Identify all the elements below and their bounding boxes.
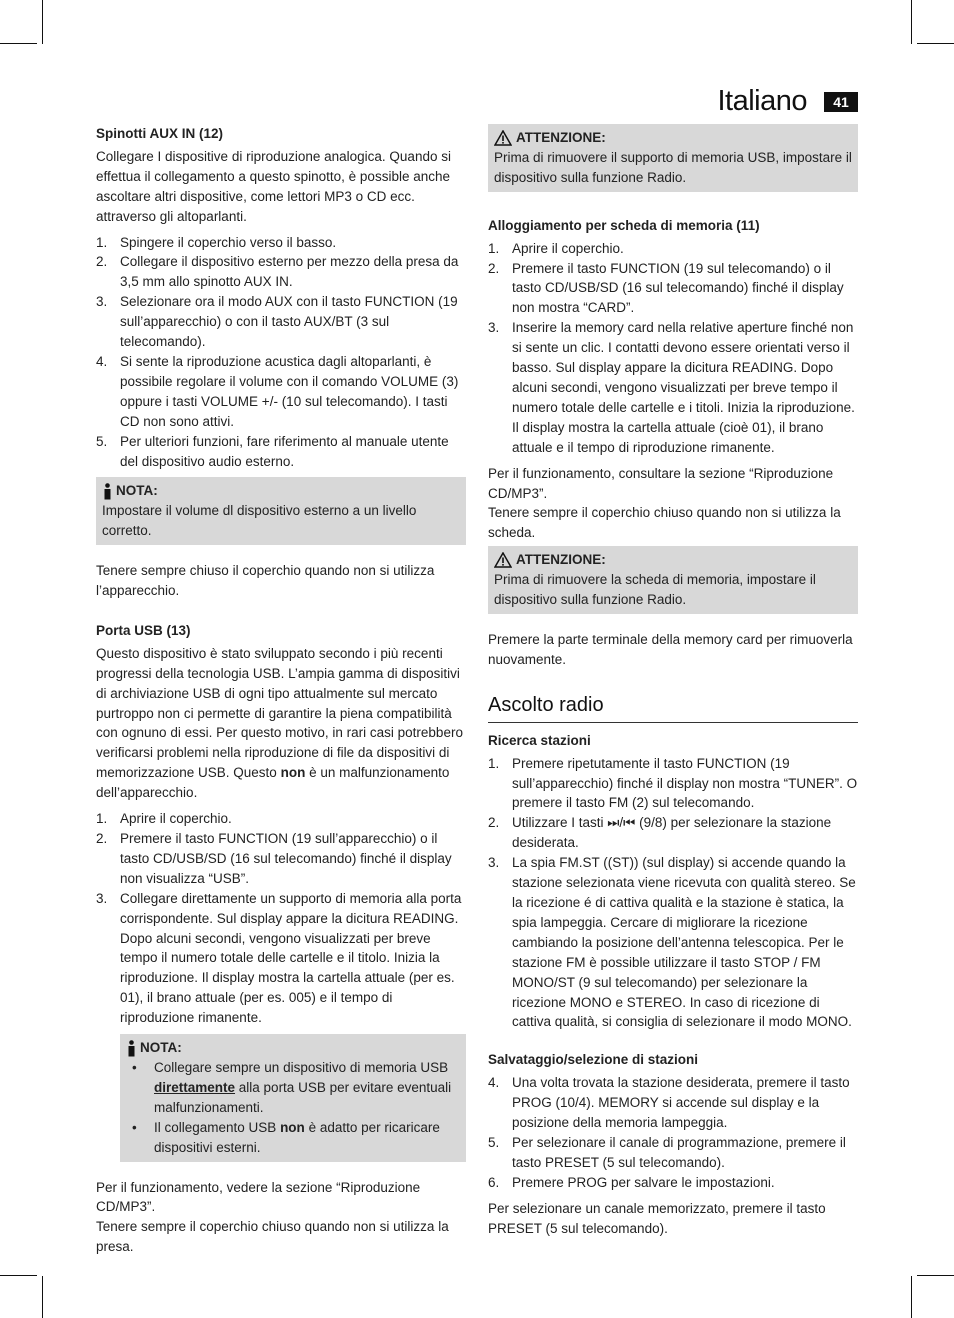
list-number: 1. <box>96 234 108 250</box>
list-text: Spingere il coperchio verso il basso. <box>120 234 337 250</box>
list-text: Per ulteriori funzioni, fare riferimento al manuale utente del dispositivo audio esterno. <box>120 433 449 469</box>
list-item <box>126 1058 460 1118</box>
note-box <box>120 1034 466 1161</box>
usb-heading: Porta USB (13) <box>96 622 191 638</box>
list-number: 1. <box>488 755 500 771</box>
card-closing: Premere la parte terminale della memory card per rimuoverla nuovamente. <box>488 631 853 667</box>
list-item <box>488 813 858 853</box>
list-number: 2. <box>96 831 108 846</box>
aux-heading: Spinotti AUX IN (12) <box>96 126 223 141</box>
list-text: Premere il tasto FUNCTION (19 sul telecomando) o il tasto CD/USB/SD (16 sul telecomando) finché il display non mostra “CARD”. <box>512 260 844 316</box>
list-number: 3. <box>488 855 500 871</box>
save-heading: Salvataggio/selezione di stazioni <box>488 1052 699 1068</box>
warning-icon <box>494 552 512 568</box>
note-title <box>126 1038 460 1058</box>
list-number: 4. <box>488 1075 500 1091</box>
list-text: Aprire il coperchio. <box>512 240 624 256</box>
list-item <box>96 432 466 472</box>
crop-mark <box>917 1275 954 1276</box>
usb-closing-2: Tenere sempre il coperchio chiuso quando non si utilizza la presa. <box>96 1219 449 1255</box>
usb-intro-bold: non <box>280 765 306 781</box>
usb-intro-a: Questo dispositivo è stato sviluppato secondo i più recenti progressi della tecnologia USB. L’ampia gamma di dispositivi di archiviazione USB di ogni tipo attualmente sul mercato purtroppo non ci permette di garantire la piena compatibilità con ognuno di essi. Per questo motivo, in rari casi potrebbero verificarsi problemi nella riproduzione di file da dispositivi di memorizzazione USB. Questo <box>96 645 463 781</box>
crop-mark <box>917 43 954 44</box>
list-number: 3. <box>96 890 108 906</box>
list-item <box>488 1133 858 1173</box>
list-number: 4. <box>96 353 108 369</box>
warning-box <box>488 546 858 614</box>
list-text: Premere ripetutamente il tasto FUNCTION (19 sull’apparecchio) finché il display non mostra “TUNER”. O premere il tasto FM (2) sul telecomando. <box>512 755 858 811</box>
warning-title-text: ATTENZIONE: <box>516 130 606 145</box>
bullet: • <box>132 1059 137 1075</box>
list-item <box>96 292 466 352</box>
list-item <box>488 853 858 1032</box>
list-text: Per selezionare il canale di programmazione, premere il tasto PRESET (5 sul telecomando). <box>512 1134 846 1170</box>
crop-mark <box>0 43 37 44</box>
page-title: Italiano <box>717 85 807 117</box>
info-icon <box>102 483 113 500</box>
bullet: • <box>132 1119 137 1135</box>
search-heading: Ricerca stazioni <box>488 732 591 748</box>
radio-heading: Ascolto radio <box>488 693 604 716</box>
card-after-1: Per il funzionamento, consultare la sezione “Riproduzione CD/MP3”. <box>488 465 834 501</box>
list-item <box>96 829 466 889</box>
list-item <box>96 233 466 253</box>
list-text: Selezionare ora il modo AUX con il tasto FUNCTION (19 sull’apparecchio) o con il tasto AUX/BT (3 sul telecomando). <box>120 294 458 350</box>
list-item <box>126 1118 460 1158</box>
list-item <box>96 809 466 829</box>
bullet-a: Collegare sempre un dispositivo di memoria USB <box>154 1059 449 1075</box>
list-item <box>488 318 858 457</box>
crop-mark <box>911 1276 912 1318</box>
page-number: 41 <box>824 92 858 112</box>
aux-intro: Collegare I dispositive di riproduzione analogica. Quando si effettua il collegamento a questo spinotto, è possible anche ascoltare altri dispositive, come lettori MP3 o CD ecc. attraverso gli altoparlanti. <box>96 148 451 224</box>
bullet-b: alla porta USB per evitare eventuali malfunzionamenti. <box>154 1079 452 1115</box>
right-column <box>488 124 858 1239</box>
warning-text: Prima di rimuovere la scheda di memoria, impostare il dispositivo sulla funzione Radio. <box>494 572 816 608</box>
list-item <box>488 754 858 814</box>
note-text: Impostare il volume dl dispositivo esterno a un livello corretto. <box>102 503 417 539</box>
aux-closing: Tenere sempre chiuso il coperchio quando non si utilizza l’apparecchio. <box>96 563 435 599</box>
list-item <box>96 352 466 432</box>
warning-box <box>488 124 858 192</box>
bullet-a: Il collegamento USB <box>154 1119 281 1135</box>
crop-mark <box>42 0 43 44</box>
warning-title <box>494 550 852 570</box>
list-number: 5. <box>96 433 108 449</box>
list-text: La spia FM.ST ((ST)) (sul display) si accende quando la stazione selezionata viene ricevuta con qualità stereo. Se la ricezione é di cattiva qualità e la stazione è statica, la spia lampeggia. Cercare di migliorare la ricezione cambiando la posizione dell’antenna telescopica. Per le stazione FM è possible utilizzare il tasto STOP / FM MONO/ST (9 sul telecomando) per selezionare la ricezione MONO e STEREO. In caso di ricezione di cattiva qualità, si consiglia di selezionare il modo MONO. <box>512 855 856 1030</box>
list-item <box>96 252 466 292</box>
list-text: Collegare il dispositivo esterno per mezzo della presa da 3,5 mm allo spinotto AUX IN. <box>120 254 459 290</box>
card-steps <box>488 239 858 458</box>
left-column <box>96 124 466 1257</box>
list-number: 3. <box>96 294 108 310</box>
save-steps <box>488 1073 858 1192</box>
list-item <box>96 889 466 1028</box>
radio-closing: Per selezionare un canale memorizzato, premere il tasto PRESET (5 sul telecomando). <box>488 1200 826 1236</box>
usb-steps <box>96 809 466 1028</box>
info-icon <box>126 1040 137 1057</box>
usb-closing-1: Per il funzionamento, vedere la sezione “Riproduzione CD/MP3”. <box>96 1179 421 1215</box>
list-text: Premere il tasto FUNCTION (19 sull’apparecchio) o il tasto CD/USB/SD (16 sul telecomando) finché il display non visualizza “USB”. <box>120 831 452 886</box>
list-number: 2. <box>488 815 500 831</box>
list-item <box>488 239 858 259</box>
note-title-text: NOTA: <box>116 483 158 499</box>
bullet-bold: direttamente <box>154 1079 236 1095</box>
list-number: 2. <box>488 260 500 276</box>
warning-title-text: ATTENZIONE: <box>516 552 606 568</box>
card-after-2: Tenere sempre il coperchio chiuso quando non si utilizza la scheda. <box>488 505 841 541</box>
list-text: Collegare direttamente un supporto di memoria alla porta corrispondente. Sul display appare la dicitura READING. Dopo alcuni secondi, vengono visualizzati per breve tempo il numero totale delle cartelle e il titolo. Inizia la riproduzione. Il display mostra la cartella attuale (per es. 01), il brano attuale (per es. 005) e il tempo di riproduzione rimanente. <box>120 890 462 1026</box>
list-text: Si sente la riproduzione acustica dagli altoparlanti, è possibile regolare il volume con il comando VOLUME (3) oppure i tasti VOLUME +/- (10 sul telecomando). I tasti CD non sono attivi. <box>120 353 459 429</box>
note-box <box>96 477 466 545</box>
note-title <box>102 481 460 501</box>
list-number: 2. <box>96 254 108 270</box>
list-text: Inserire la memory card nella relative aperture finché non si sente un clic. I contatti devono essere orientati verso il basso. Sul display appare la dicitura READING. Dopo alcuni secondi, vengono visualizzati per breve tempo il numero totale delle cartelle e i titoli. Inizia la riproduzione. Il display mostra la cartella attuale (cioè 01), il brano attuale e il tempo di riproduzione rimanente. <box>512 320 855 455</box>
warning-icon <box>494 130 512 146</box>
note-bullets <box>126 1058 460 1158</box>
list-number: 6. <box>488 1174 500 1190</box>
usb-intro <box>96 644 466 803</box>
usb-intro-b: è un malfunzionamento dell’apparecchio. <box>96 765 450 801</box>
list-text: Una volta trovata la stazione desiderata, premere il tasto PROG (10/4). MEMORY si accende sul display e la posizione della memoria lampeggia. <box>512 1075 850 1131</box>
note-title-text: NOTA: <box>140 1040 182 1056</box>
list-text: Aprire il coperchio. <box>120 811 232 827</box>
list-text: Utilizzare I tasti ⏭/⏮ (9/8) per selezionare la stazione desiderata. <box>512 815 832 851</box>
search-steps <box>488 754 858 1033</box>
aux-steps <box>96 233 466 472</box>
list-item <box>488 1073 858 1133</box>
list-text: Premere PROG per salvare le impostazioni. <box>512 1174 775 1190</box>
warning-text: Prima di rimuovere il supporto di memoria USB, impostare il dispositivo sulla funzione Radio. <box>494 149 852 185</box>
bullet-b: è adatto per ricaricare dispositivi esterni. <box>154 1119 440 1155</box>
list-item <box>488 259 858 319</box>
bullet-bold: non <box>280 1119 305 1135</box>
list-number: 3. <box>488 320 500 336</box>
crop-mark <box>0 1275 37 1276</box>
crop-mark <box>911 0 912 44</box>
list-number: 5. <box>488 1134 500 1150</box>
list-number: 1. <box>488 240 500 256</box>
warning-title <box>494 128 852 148</box>
list-number: 1. <box>96 811 108 827</box>
crop-mark <box>42 1276 43 1318</box>
card-heading: Alloggiamento per scheda di memoria (11) <box>488 217 760 233</box>
list-item <box>488 1173 858 1193</box>
